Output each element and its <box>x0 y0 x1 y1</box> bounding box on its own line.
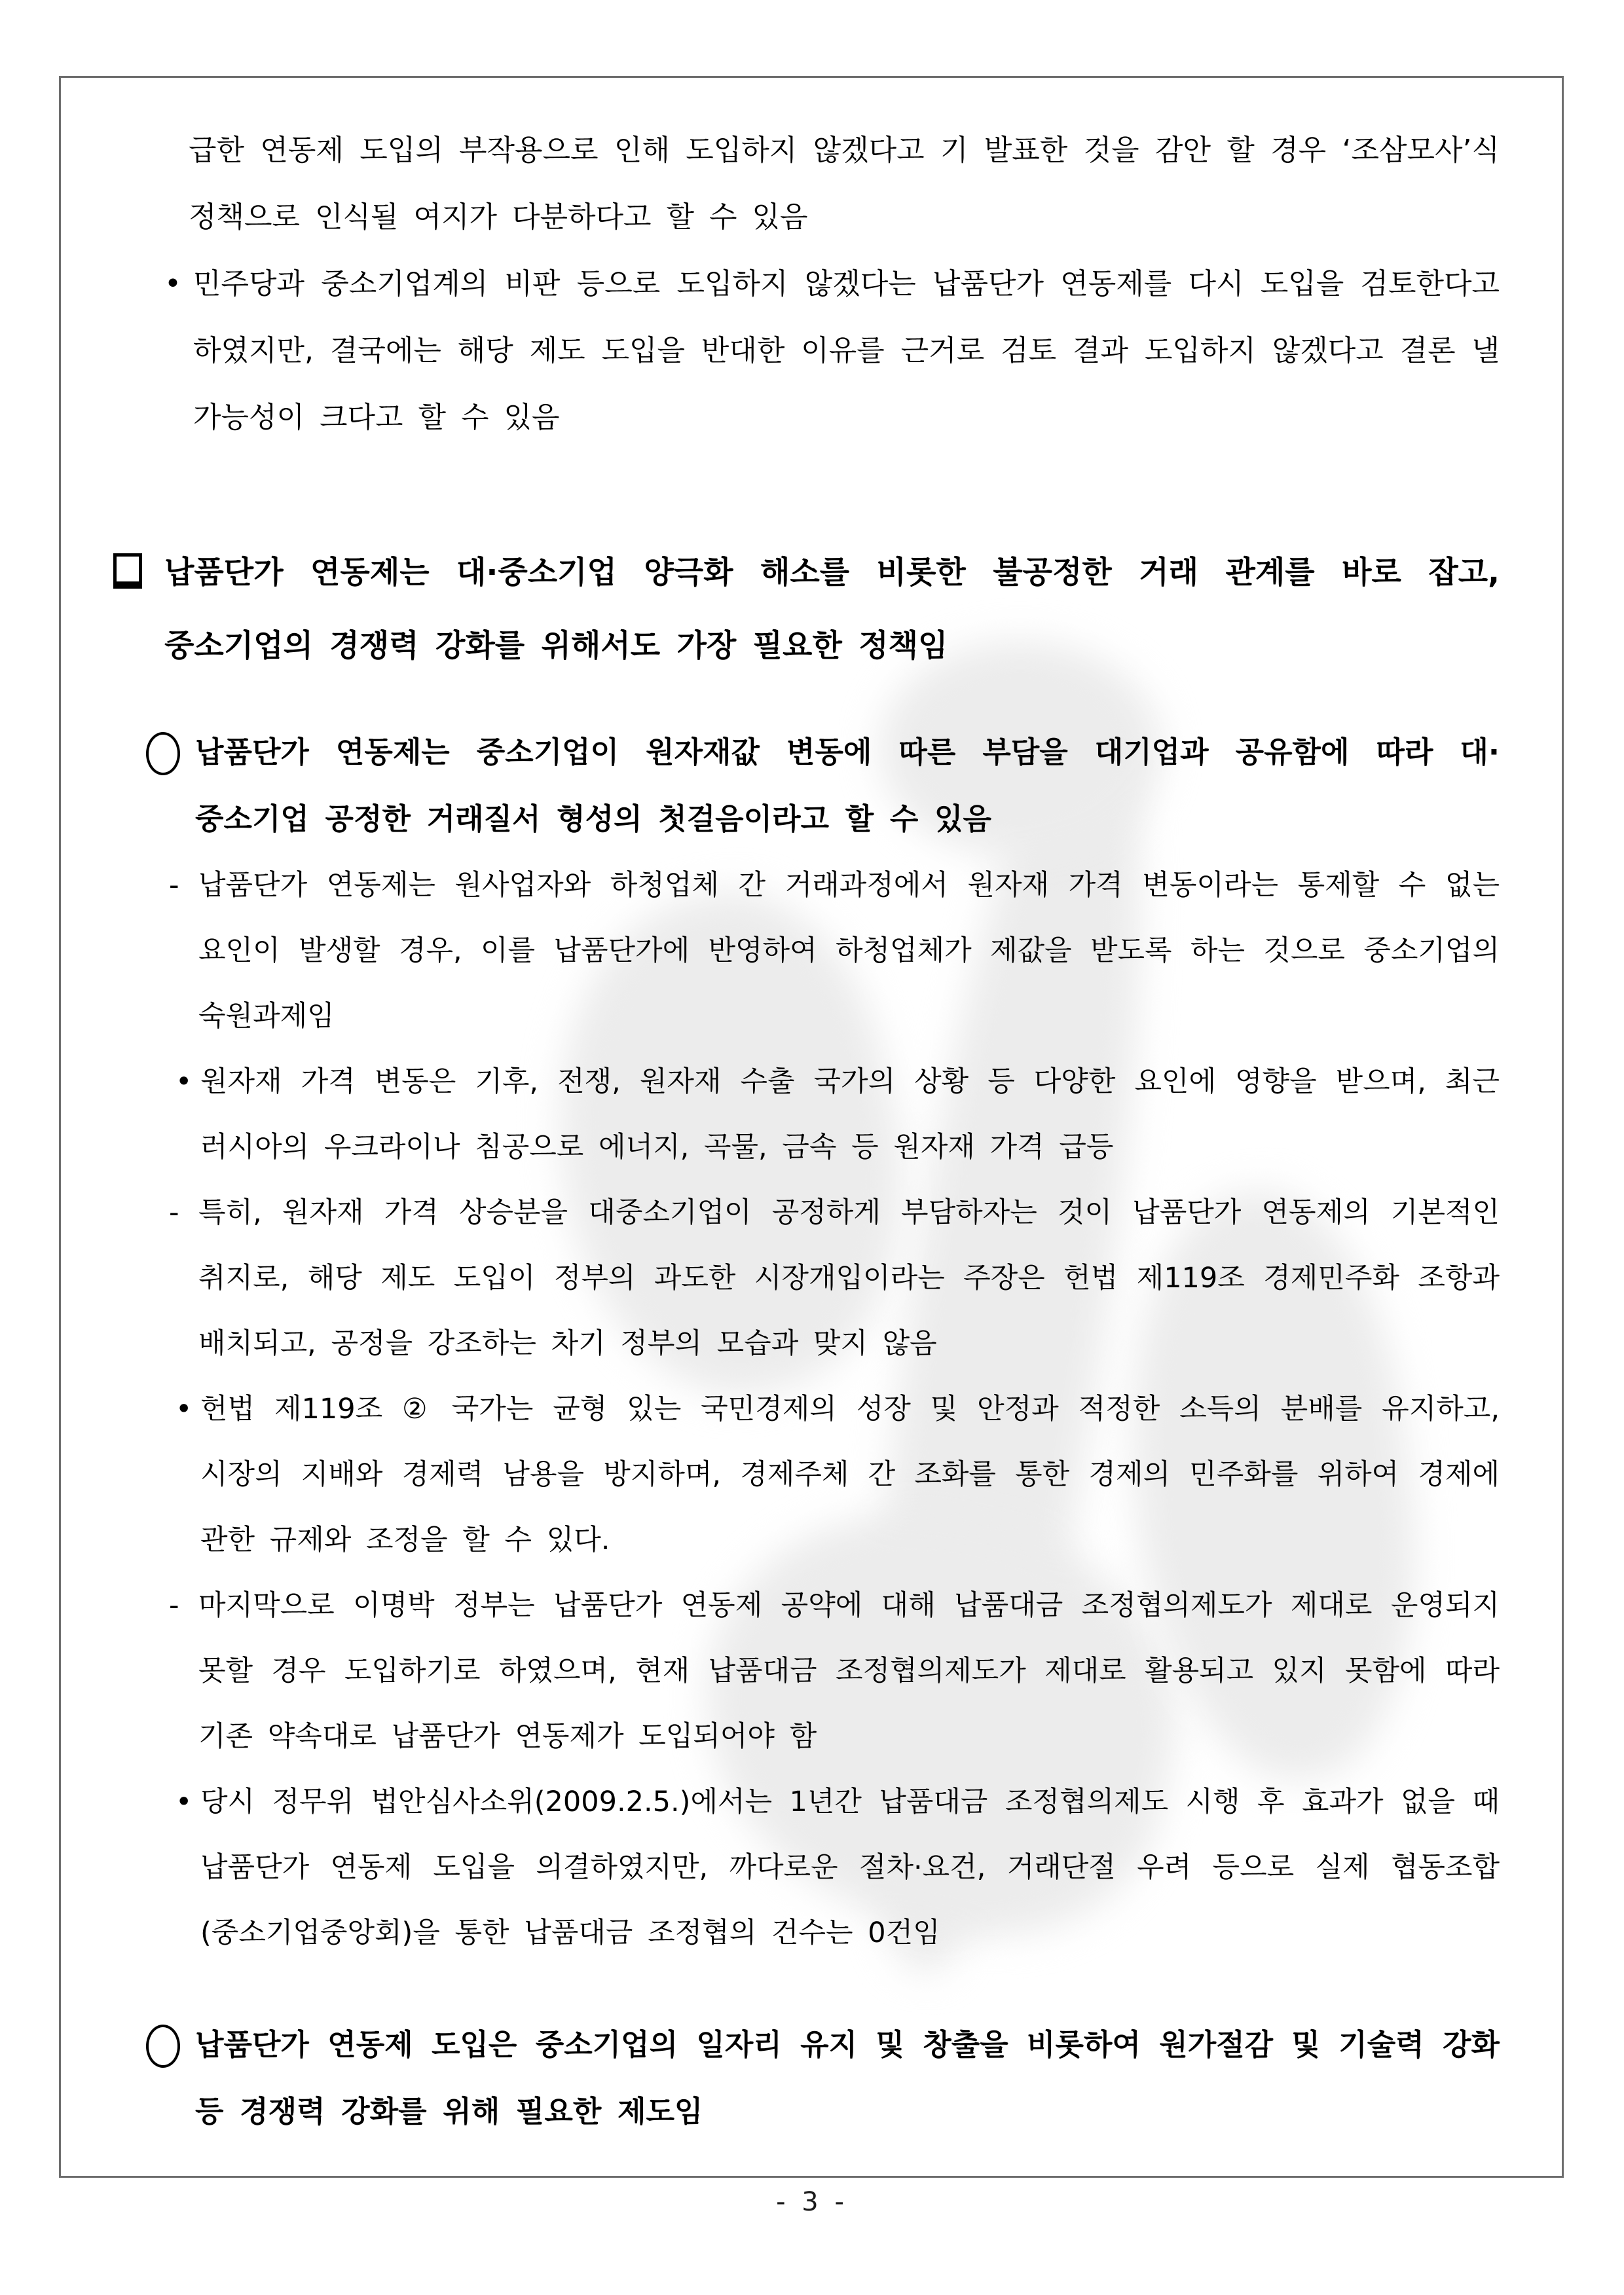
circle-marker-icon <box>146 2025 180 2068</box>
bullet-marker: • <box>175 1393 193 1425</box>
bullet-item <box>113 1769 1500 1966</box>
bullet-text: 당시 정무위 법안심사소위(2009.2.5.)에서는 1년간 납품대금 조정협의제도 시행 후 효과가 없을 때 납품단가 연동제 도입을 의결하였지만, 까다로운 절차·요건, 거래단절 우려 등으로 실제 협동조합(중소기업중앙회)을 통한 납품대금 조정협의 건수는 0건임 <box>200 1786 1500 1949</box>
continuation-paragraph <box>113 117 1500 251</box>
dash-item <box>113 1573 1500 1769</box>
bullet-marker: • <box>175 1786 193 1818</box>
page-number: - 3 - <box>776 2187 848 2217</box>
bullet-item <box>113 1049 1500 1180</box>
section-heading-text: 납품단가 연동제는 대·중소기업 양극화 해소를 비롯한 불공정한 거래 관계를 바로 잡고, 중소기업의 경쟁력 강화를 위해서도 가장 필요한 정책임 <box>164 555 1500 664</box>
bullet-text: 원자재 가격 변동은 기후, 전쟁, 원자재 수출 국가의 상황 등 다양한 요인에 영향을 받으며, 최근 러시아의 우크라이나 침공으로 에너지, 곡물, 금속 등 원자재 가격 급등 <box>200 1065 1500 1164</box>
sub-heading <box>113 719 1500 853</box>
paragraph-text: 급한 연동제 도입의 부작용으로 인해 도입하지 않겠다고 기 발표한 것을 감안 할 경우 ‘조삼모사’식 정책으로 인식될 여지가 다분하다고 할 수 있음 <box>189 134 1500 234</box>
dash-marker: - <box>169 1196 179 1229</box>
sub-heading-text: 납품단가 연동제 도입은 중소기업의 일자리 유지 및 창출을 비롯하여 원가절감 및 기술력 강화 등 경쟁력 강화를 위해 필요한 제도임 <box>195 2027 1500 2129</box>
document-body <box>113 117 1500 2145</box>
bullet-marker: • <box>175 1065 193 1098</box>
bullet-text: 민주당과 중소기업계의 비판 등으로 도입하지 않겠다는 납품단가 연동제를 다시 도입을 검토한다고 하였지만, 결국에는 해당 제도 도입을 반대한 이유를 근거로 검토 결과 도입하지 않겠다고 결론 낼 가능성이 크다고 할 수 있음 <box>193 267 1500 434</box>
subheading-marker <box>146 2011 195 2145</box>
bullet-item <box>113 1376 1500 1573</box>
ballot-box-icon <box>113 553 142 589</box>
dash-item <box>113 853 1500 1049</box>
bullet-marker: • <box>164 267 181 301</box>
heading-marker <box>113 536 164 683</box>
subheading-marker <box>146 719 195 853</box>
sub-heading-text: 납품단가 연동제는 중소기업이 원자재값 변동에 따른 부담을 대기업과 공유함에 따라 대·중소기업 공정한 거래질서 형성의 첫걸음이라고 할 수 있음 <box>195 735 1500 836</box>
dash-item <box>113 1180 1500 1376</box>
sub-heading <box>113 2011 1500 2145</box>
dash-marker: - <box>169 1589 179 1622</box>
circle-marker-icon <box>146 732 180 775</box>
dash-item-text: 마지막으로 이명박 정부는 납품단가 연동제 공약에 대해 납품대금 조정협의제도가 제대로 운영되지 못할 경우 도입하기로 하였으며, 현재 납품대금 조정협의제도가 제대로 활용되고 있지 못함에 따라 기존 약속대로 납품단가 연동제가 도입되어야 함 <box>198 1589 1500 1753</box>
dash-marker: - <box>169 869 179 902</box>
dash-item-text: 납품단가 연동제는 원사업자와 하청업체 간 거래과정에서 원자재 가격 변동이라는 통제할 수 없는 요인이 발생할 경우, 이를 납품단가에 반영하여 하청업체가 제값을 받도록 하는 것으로 중소기업의 숙원과제임 <box>198 869 1500 1033</box>
page-border-frame <box>59 76 1564 2178</box>
bullet-text: 헌법 제119조 ② 국가는 균형 있는 국민경제의 성장 및 안정과 적정한 소득의 분배를 유지하고, 시장의 지배와 경제력 남용을 방지하며, 경제주체 간 조화를 통한 경제의 민주화를 위하여 경제에 관한 규제와 조정을 할 수 있다. <box>200 1393 1500 1556</box>
bullet-item <box>113 251 1500 451</box>
dash-item-text: 특히, 원자재 가격 상승분을 대중소기업이 공정하게 부담하자는 것이 납품단가 연동제의 기본적인 취지로, 해당 제도 도입이 정부의 과도한 시장개입이라는 주장은 헌법 제119조 경제민주화 조항과 배치되고, 공정을 강조하는 차기 정부의 모습과 맞지 않음 <box>198 1196 1500 1360</box>
section-heading <box>113 536 1500 683</box>
